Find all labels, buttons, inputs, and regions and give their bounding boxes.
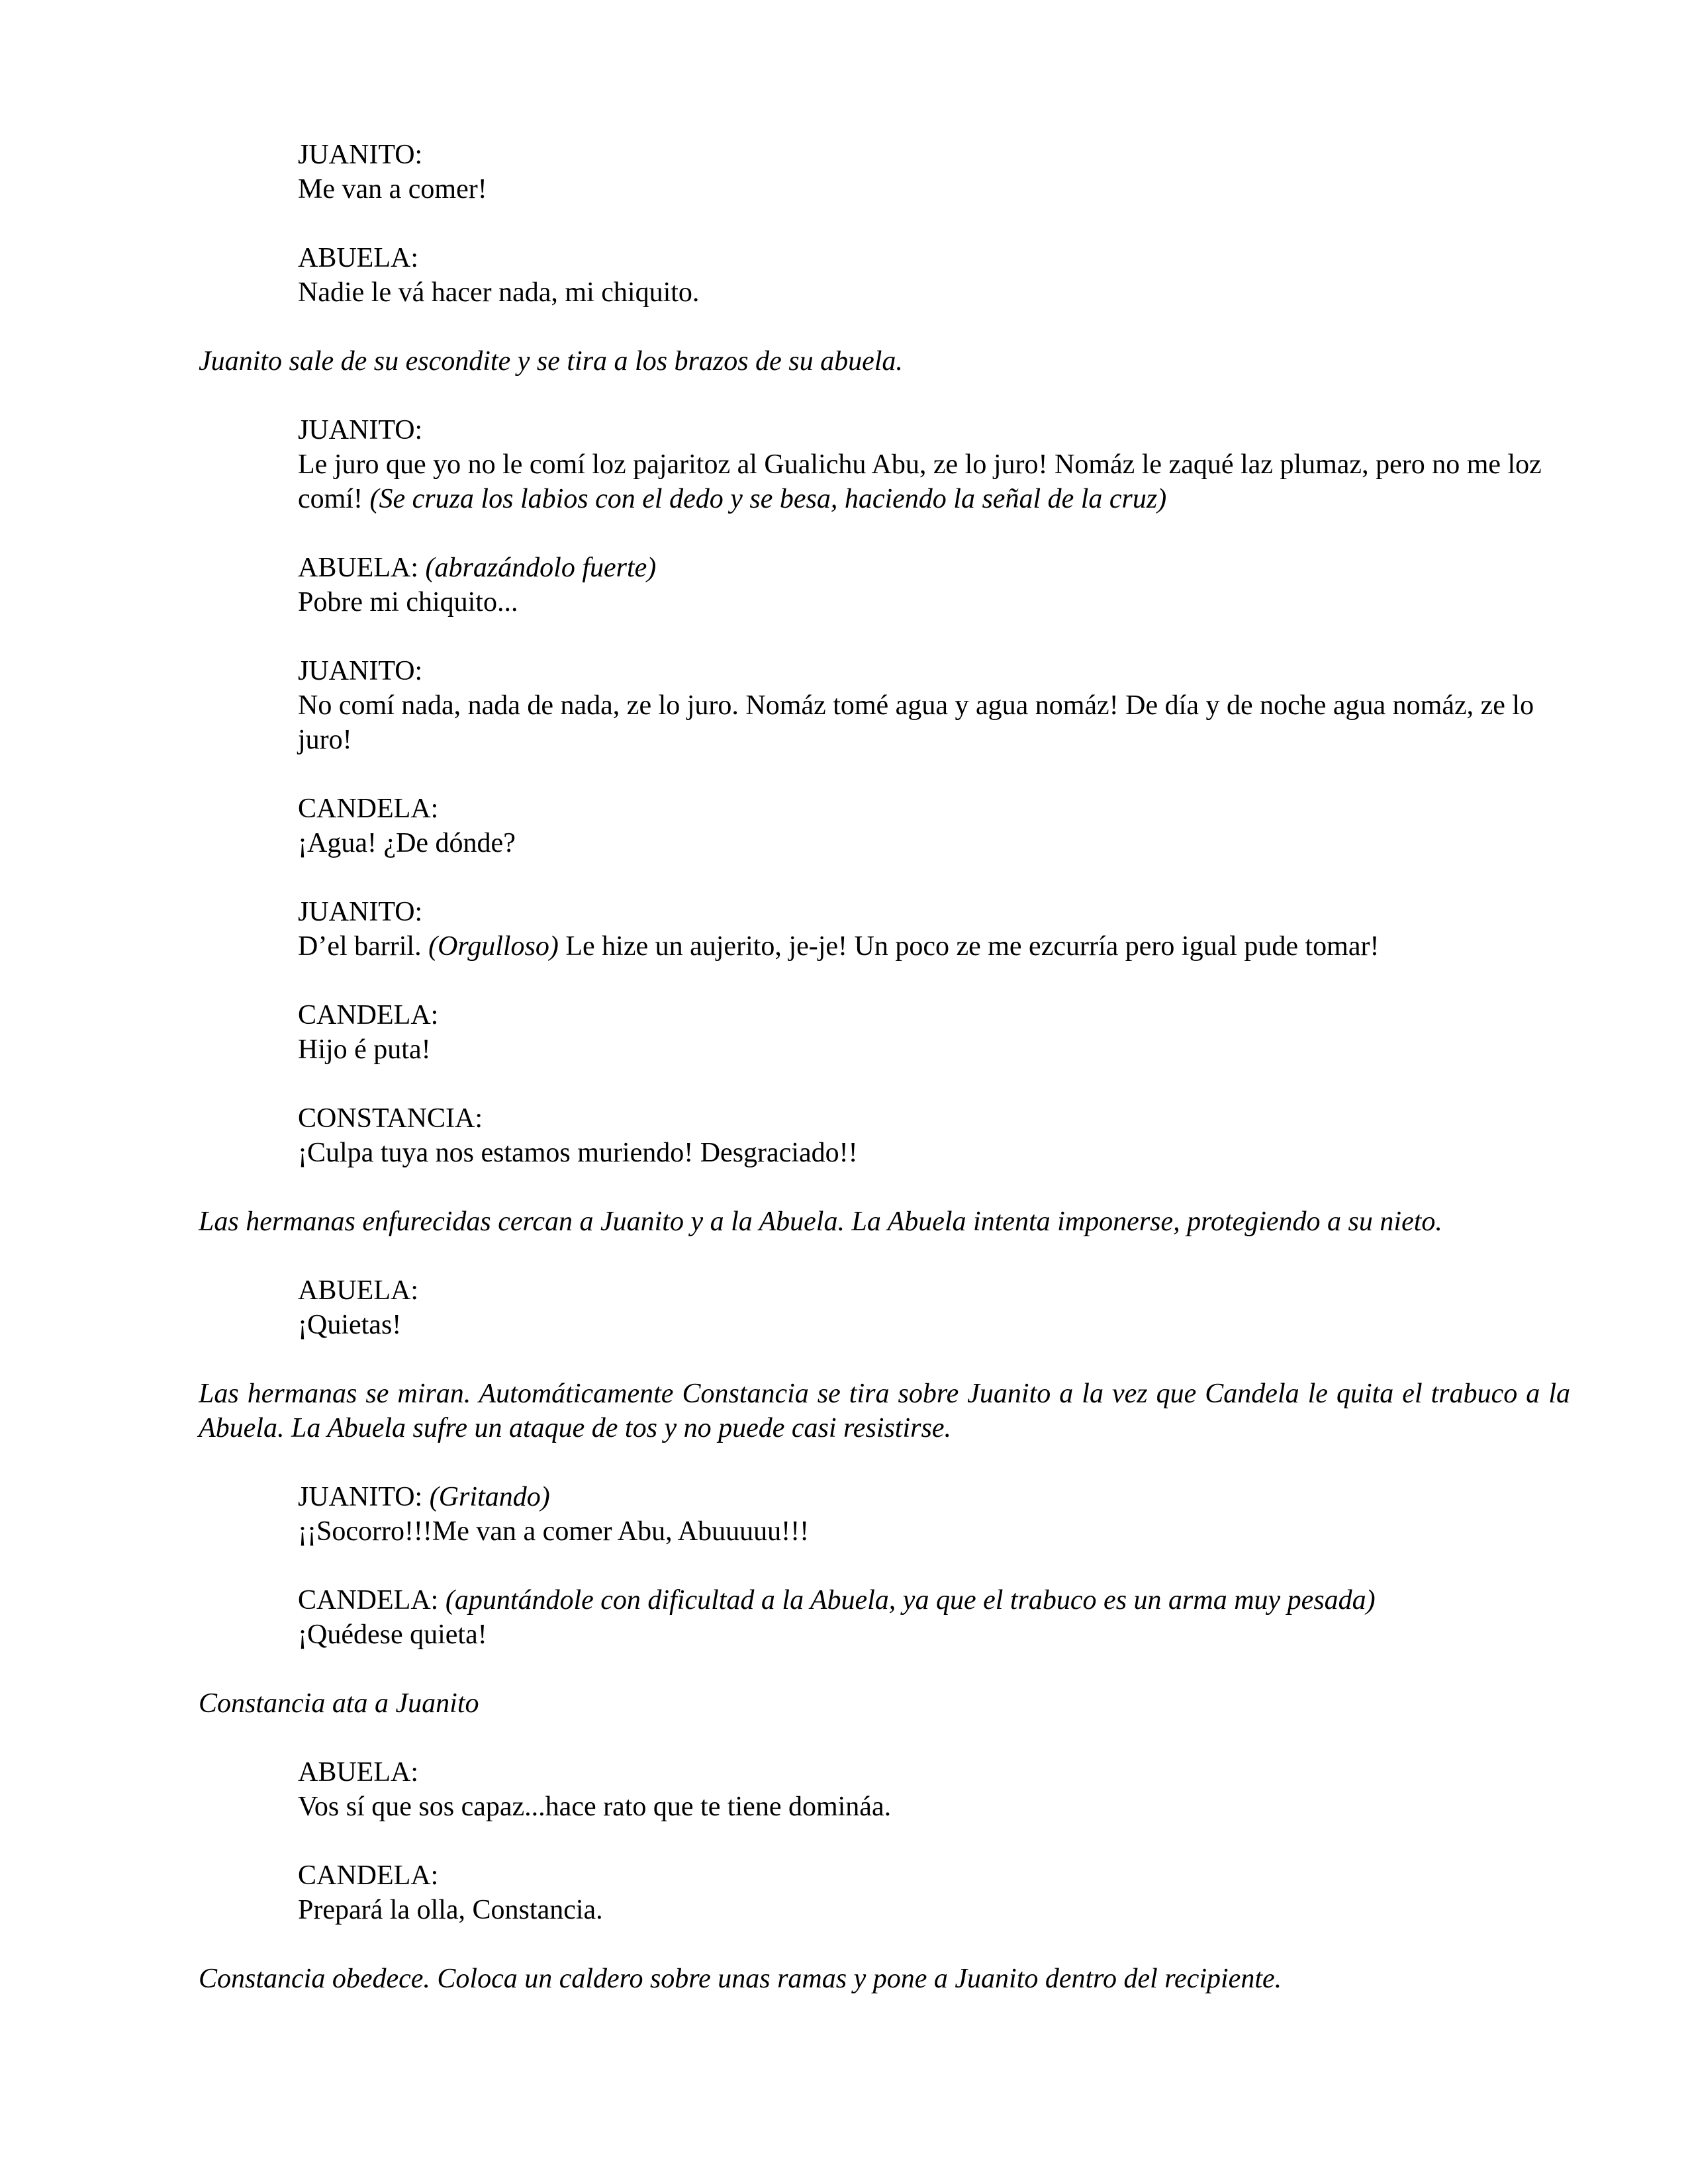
dialogue-line	[298, 929, 1569, 964]
speaker-name: JUANITO:	[298, 1482, 423, 1512]
speaker-name: ABUELA:	[298, 1757, 418, 1788]
speaker-name: JUANITO:	[298, 897, 423, 927]
stage-direction: Las hermanas se miran. Automáticamente Constancia se tira sobre Juanito a la vez que Candela le quita el trabuco a la Abuela. La Abuela sufre un ataque de tos y no puede casi resistirse.	[199, 1379, 1570, 1443]
stage-direction: Juanito sale de su escondite y se tira a los brazos de su abuela.	[199, 346, 903, 377]
stage-direction: Constancia obedece. Coloca un caldero sobre unas ramas y pone a Juanito dentro del recipiente.	[199, 1964, 1282, 1994]
speaker-line	[298, 551, 1569, 585]
dialogue-block	[298, 1101, 1569, 1170]
dialogue-line: ¡Quietas!	[298, 1310, 402, 1340]
parenthetical: (abrazándolo fuerte)	[425, 553, 657, 583]
dialogue-line: ¡Culpa tuya nos estamos muriendo! Desgraciado!!	[298, 1138, 858, 1168]
dialogue-block	[298, 998, 1569, 1067]
speech-text: Le hize un aujerito, je-je! Un poco ze me ezcurría pero igual pude tomar!	[558, 931, 1380, 962]
inline-stage-direction: (Orgulloso)	[428, 931, 559, 962]
speaker-name: JUANITO:	[298, 140, 423, 170]
stage-direction: Las hermanas enfurecidas cercan a Juanito y a la Abuela. La Abuela intenta imponerse, protegiendo a su nieto.	[199, 1206, 1442, 1237]
speech-text: Le juro que yo no le comí loz pajaritoz al Gualichu Abu, ze lo juro! Nomáz le zaqué laz plumaz, pero no me loz comí!	[298, 449, 1542, 514]
dialogue-block	[298, 1480, 1569, 1549]
dialogue-line: ¡Quédese quieta!	[298, 1619, 487, 1650]
dialogue-line: Vos sí que sos capaz...hace rato que te tiene domináa.	[298, 1792, 892, 1822]
speaker-name: ABUELA:	[298, 553, 418, 583]
speaker-name: ABUELA:	[298, 1275, 418, 1306]
inline-stage-direction: (Se cruza los labios con el dedo y se besa, haciendo la señal de la cruz)	[369, 484, 1167, 514]
stage-direction: Constancia ata a Juanito	[199, 1688, 479, 1719]
speaker-name: CANDELA:	[298, 794, 439, 824]
dialogue-line: ¡¡Socorro!!!Me van a comer Abu, Abuuuuu!!!	[298, 1516, 810, 1547]
dialogue-block	[298, 1755, 1569, 1824]
dialogue-block	[298, 792, 1569, 860]
speaker-name: CONSTANCIA:	[298, 1103, 483, 1134]
speaker-name: CANDELA:	[298, 1000, 439, 1030]
dialogue-block	[298, 654, 1569, 757]
speaker-name: CANDELA:	[298, 1585, 439, 1615]
dialogue-line: Nadie le vá hacer nada, mi chiquito.	[298, 277, 700, 308]
dialogue-block	[298, 1858, 1569, 1927]
speaker-name: JUANITO:	[298, 415, 423, 445]
dialogue-line: Me van a comer!	[298, 174, 487, 205]
dialogue-block	[298, 551, 1569, 619]
dialogue-line: No comí nada, nada de nada, ze lo juro. Nomáz tomé agua y agua nomáz! De día y de noche agua nomáz, ze lo juro!	[298, 690, 1534, 755]
speaker-name: JUANITO:	[298, 656, 423, 686]
dialogue-block	[298, 413, 1569, 516]
dialogue-block	[298, 895, 1569, 964]
dialogue-line: Hijo é puta!	[298, 1034, 431, 1065]
speaker-line	[298, 1583, 1569, 1617]
parenthetical: (Gritando)	[429, 1482, 550, 1512]
dialogue-line: Prepará la olla, Constancia.	[298, 1895, 603, 1925]
dialogue-block	[298, 138, 1569, 206]
parenthetical: (apuntándole con dificultad a la Abuela, ya que el trabuco es un arma muy pesada)	[445, 1585, 1376, 1615]
speech-text: D’el barril.	[298, 931, 429, 962]
dialogue-line: Pobre mi chiquito...	[298, 587, 518, 617]
dialogue-block	[298, 1583, 1569, 1652]
speaker-name: CANDELA:	[298, 1860, 439, 1891]
speaker-name: ABUELA:	[298, 243, 418, 273]
speaker-line	[298, 1480, 1569, 1514]
dialogue-block	[298, 241, 1569, 310]
dialogue-line: ¡Agua! ¿De dónde?	[298, 828, 516, 858]
dialogue-block	[298, 1273, 1569, 1342]
dialogue-line	[298, 447, 1569, 516]
